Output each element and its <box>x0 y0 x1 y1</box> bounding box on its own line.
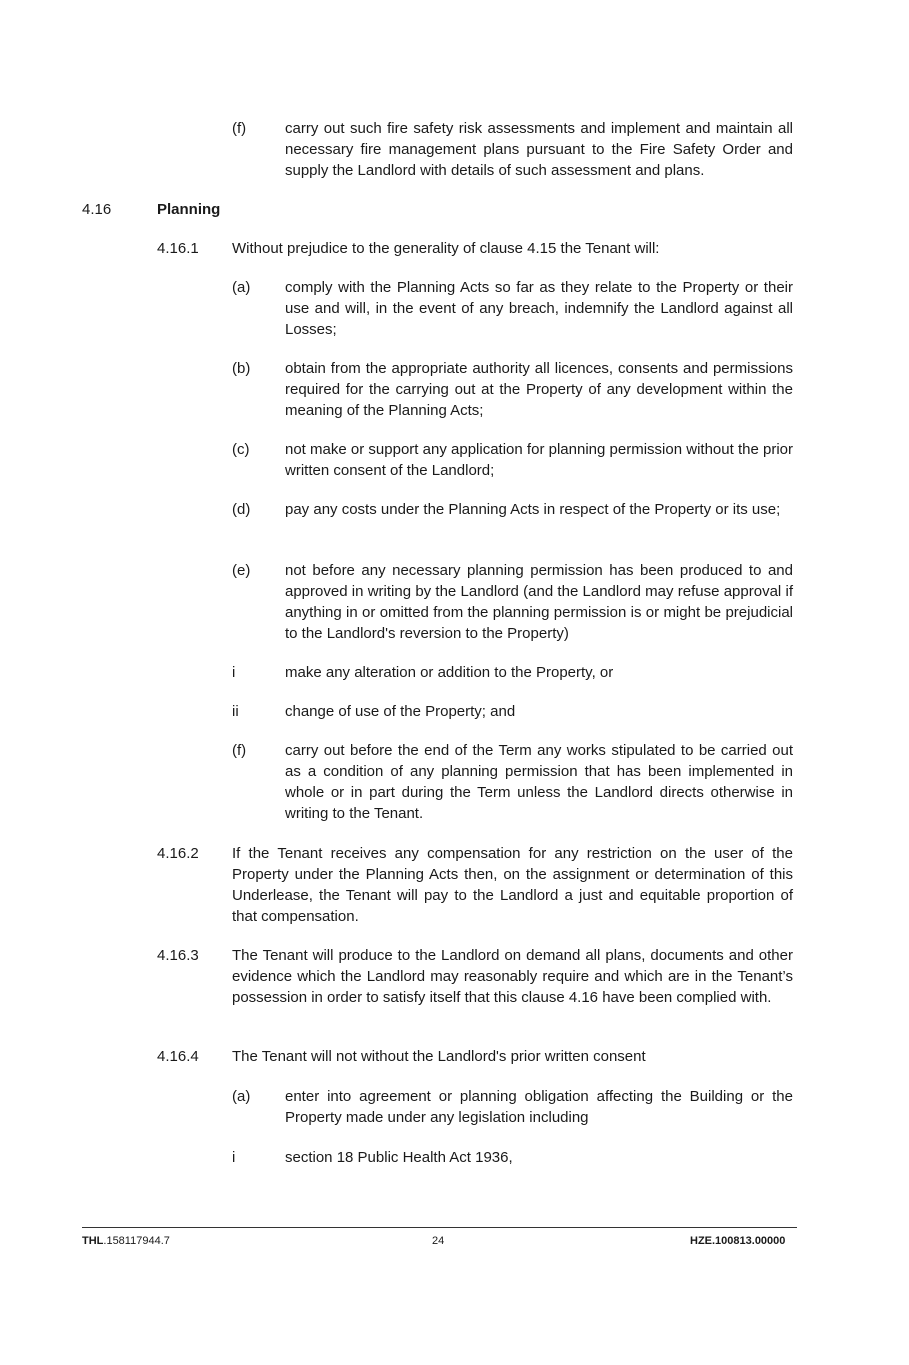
footer-document-code: HZE.100813.00000 <box>690 1235 786 1247</box>
footer-reference-prefix: THL <box>82 1235 104 1247</box>
item-label: (a) <box>232 279 251 296</box>
clause-text: If the Tenant receives any compensation for any restriction on the user of the Property under the Planning Acts then, on the assignment or determination of this Underlease, the Tenant will pay to the Landlord a just and equitable proportion of that compensation. <box>232 845 793 925</box>
clause-text: Without prejudice to the generality of clause 4.15 the Tenant will: <box>232 240 660 257</box>
footer-reference-number: .158117944.7 <box>103 1235 170 1247</box>
section-title: Planning <box>157 201 221 218</box>
item-text: change of use of the Property; and <box>285 703 516 720</box>
item-label: (c) <box>232 441 250 458</box>
footer-divider <box>82 1227 797 1228</box>
item-label: (f) <box>232 120 247 137</box>
item-text: carry out before the end of the Term any works stipulated to be carried out as a condition of any planning permission that has been implemented in whole or in part during the Term unless the Landlord directs otherwise in writing to the Tenant. <box>285 742 793 822</box>
item-label: (d) <box>232 501 251 518</box>
item-text: obtain from the appropriate authority all licences, consents and permissions required for the carrying out at the Property of any development within the meaning of the Planning Acts; <box>285 360 793 419</box>
clause-number: 4.16.4 <box>157 1048 199 1065</box>
item-text: carry out such fire safety risk assessments and implement and maintain all necessary fire management plans pursuant to the Fire Safety Order and supply the Landlord with details of such assessment and plans. <box>285 120 793 179</box>
item-label: i <box>232 664 236 681</box>
item-text: section 18 Public Health Act 1936, <box>285 1149 513 1166</box>
item-text: comply with the Planning Acts so far as they relate to the Property or their use and will, in the event of any breach, indemnify the Landlord against all Losses; <box>285 279 793 338</box>
clause-text: The Tenant will produce to the Landlord on demand all plans, documents and other evidence which the Landlord may reasonably require and which are in the Tenant’s possession in order to satisfy itself that this clause 4.16 have been complied with. <box>232 947 793 1006</box>
item-label: (f) <box>232 742 247 759</box>
item-text: not make or support any application for planning permission without the prior written consent of the Landlord; <box>285 441 793 479</box>
item-label: i <box>232 1149 236 1166</box>
page-number: 24 <box>432 1235 445 1247</box>
item-label: ii <box>232 703 239 720</box>
footer-reference <box>82 1234 170 1248</box>
item-text: make any alteration or addition to the Property, or <box>285 664 614 681</box>
item-text: enter into agreement or planning obligation affecting the Building or the Property made under any legislation including <box>285 1088 793 1126</box>
item-text: not before any necessary planning permission has been produced to and approved in writing by the Landlord (and the Landlord may refuse approval if anything in or omitted from the planning permission is or might be prejudicial to the Landlord's reversion to the Property) <box>285 562 793 642</box>
clause-number: 4.16.3 <box>157 947 199 964</box>
section-number: 4.16 <box>82 201 112 218</box>
clause-number: 4.16.2 <box>157 845 199 862</box>
item-label: (a) <box>232 1088 251 1105</box>
item-label: (e) <box>232 562 251 579</box>
item-text: pay any costs under the Planning Acts in respect of the Property or its use; <box>285 501 781 518</box>
clause-text: The Tenant will not without the Landlord's prior written consent <box>232 1048 646 1065</box>
clause-number: 4.16.1 <box>157 240 199 257</box>
item-label: (b) <box>232 360 251 377</box>
